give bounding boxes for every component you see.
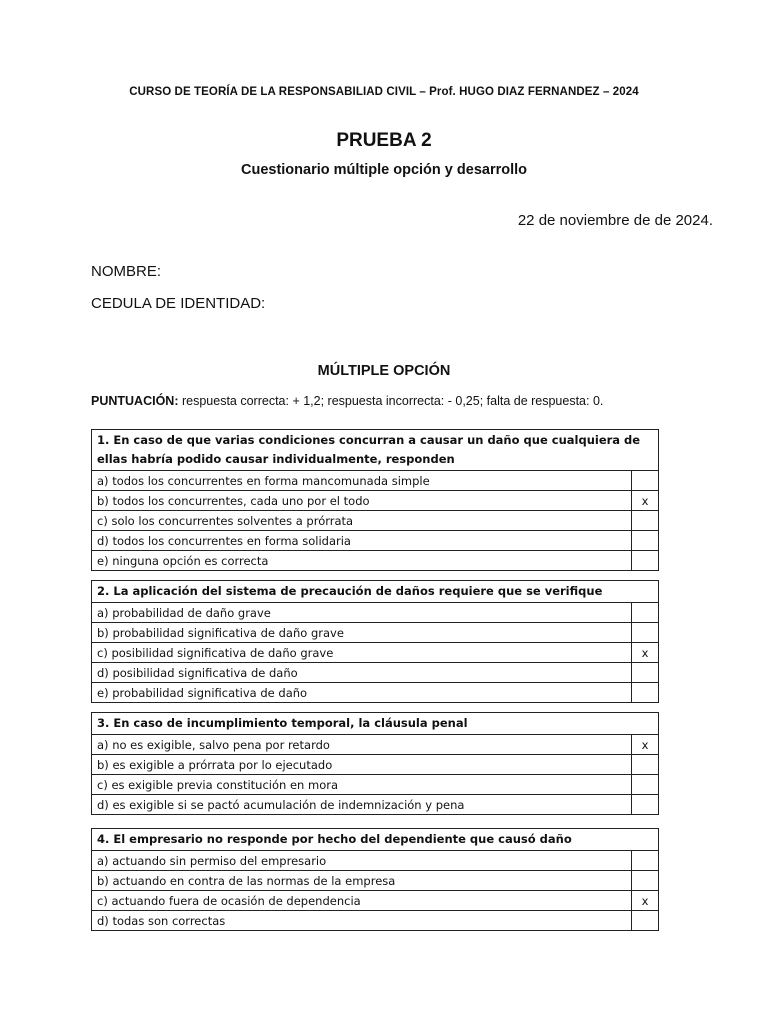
answer-mark-cell[interactable] [632, 775, 659, 795]
option-row [92, 775, 659, 795]
answer-mark-cell[interactable]: x [632, 891, 659, 911]
question-4-table [91, 828, 659, 931]
option-text: d) todas son correctas [92, 911, 632, 931]
question-stem: 2. La aplicación del sistema de precaución de daños requiere que se verifique [92, 581, 659, 603]
option-row [92, 871, 659, 891]
answer-mark-cell[interactable] [632, 851, 659, 871]
question-stem: 4. El empresario no responde por hecho del dependiente que causó daño [92, 829, 659, 851]
exam-date: 22 de noviembre de de 2024. [517, 212, 713, 229]
option-text: a) no es exigible, salvo pena por retardo [92, 735, 632, 755]
scoring-line [91, 394, 603, 408]
option-row [92, 531, 659, 551]
option-row [92, 755, 659, 775]
question-stem: 3. En caso de incumplimiento temporal, la cláusula penal [92, 713, 659, 735]
answer-mark-cell[interactable] [632, 911, 659, 931]
option-row [92, 491, 659, 511]
exam-title: PRUEBA 2 [336, 130, 432, 151]
answer-mark-cell[interactable] [632, 603, 659, 623]
answer-mark-cell[interactable] [632, 871, 659, 891]
option-text: c) posibilidad significativa de daño grave [92, 643, 632, 663]
answer-mark-cell[interactable] [632, 551, 659, 571]
question-stem: 1. En caso de que varias condiciones concurran a causar un daño que cualquiera de ellas habría podido causar individualmente, responden [92, 430, 659, 471]
section-title: MÚLTIPLE OPCIÓN [317, 363, 451, 379]
option-text: a) todos los concurrentes en forma mancomunada simple [92, 471, 632, 491]
course-header: CURSO DE TEORÍA DE LA RESPONSABILIAD CIVIL – Prof. HUGO DIAZ FERNANDEZ – 2024 [129, 86, 639, 98]
answer-mark-cell[interactable] [632, 471, 659, 491]
option-row [92, 891, 659, 911]
answer-mark-cell[interactable] [632, 755, 659, 775]
option-row [92, 511, 659, 531]
option-text: c) actuando fuera de ocasión de dependencia [92, 891, 632, 911]
option-text: b) todos los concurrentes, cada uno por el todo [92, 491, 632, 511]
option-row [92, 851, 659, 871]
option-text: e) probabilidad significativa de daño [92, 683, 632, 703]
option-text: b) probabilidad significativa de daño grave [92, 623, 632, 643]
option-text: c) solo los concurrentes solventes a prórrata [92, 511, 632, 531]
option-row [92, 643, 659, 663]
option-text: d) posibilidad significativa de daño [92, 663, 632, 683]
answer-mark-cell[interactable]: x [632, 491, 659, 511]
question-1-table [91, 429, 659, 571]
option-row [92, 623, 659, 643]
option-text: d) todos los concurrentes en forma solidaria [92, 531, 632, 551]
question-3-table [91, 712, 659, 815]
option-text: b) es exigible a prórrata por lo ejecutado [92, 755, 632, 775]
name-field-label: NOMBRE: [91, 263, 162, 280]
answer-mark-cell[interactable] [632, 663, 659, 683]
option-row [92, 603, 659, 623]
option-row [92, 471, 659, 491]
scoring-label: PUNTUACIÓN: [91, 394, 179, 408]
answer-mark-cell[interactable]: x [632, 735, 659, 755]
option-text: d) es exigible si se pactó acumulación de indemnización y pena [92, 795, 632, 815]
option-text: e) ninguna opción es correcta [92, 551, 632, 571]
option-row [92, 911, 659, 931]
answer-mark-cell[interactable]: x [632, 643, 659, 663]
option-text: a) actuando sin permiso del empresario [92, 851, 632, 871]
answer-mark-cell[interactable] [632, 795, 659, 815]
option-text: c) es exigible previa constitución en mora [92, 775, 632, 795]
exam-subtitle: Cuestionario múltiple opción y desarrollo [240, 162, 527, 178]
id-field-label: CEDULA DE IDENTIDAD: [91, 295, 266, 312]
option-row [92, 551, 659, 571]
option-row [92, 735, 659, 755]
answer-mark-cell[interactable] [632, 531, 659, 551]
question-2-table [91, 580, 659, 703]
option-text: a) probabilidad de daño grave [92, 603, 632, 623]
answer-mark-cell[interactable] [632, 511, 659, 531]
option-row [92, 795, 659, 815]
answer-mark-cell[interactable] [632, 683, 659, 703]
option-row [92, 663, 659, 683]
option-row [92, 683, 659, 703]
answer-mark-cell[interactable] [632, 623, 659, 643]
scoring-text: respuesta correcta: + 1,2; respuesta incorrecta: - 0,25; falta de respuesta: 0. [178, 394, 604, 408]
option-text: b) actuando en contra de las normas de la empresa [92, 871, 632, 891]
